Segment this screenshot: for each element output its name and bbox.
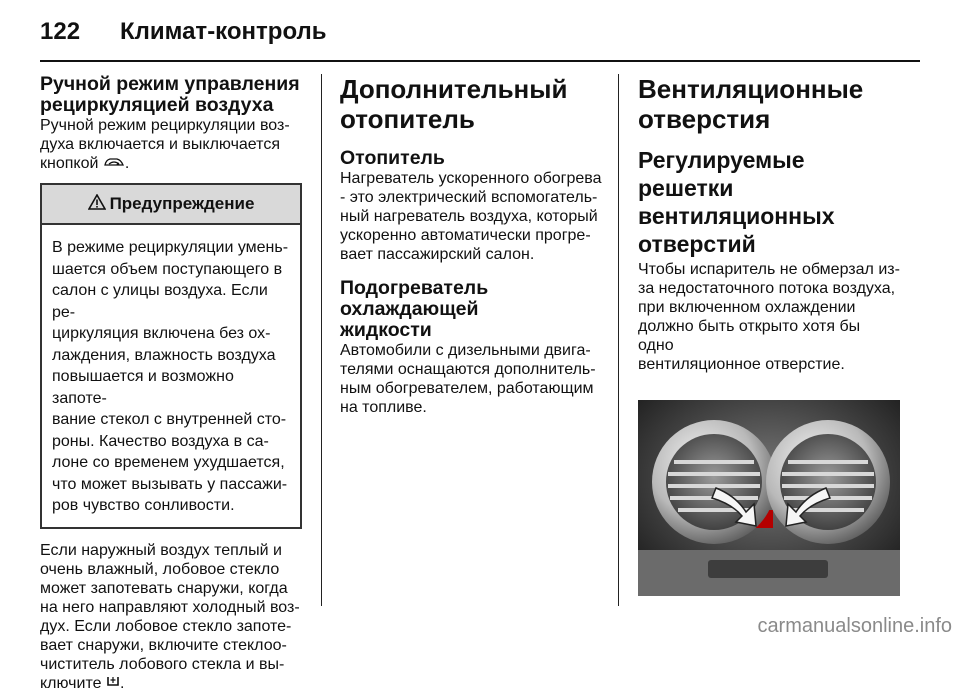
- vents-paragraph: Чтобы испаритель не обмерзал из- за недостаточного потока воздуха, при включенном охлаждении должно быть открыто хотя бы одно вентиляционное отверстие.: [638, 261, 900, 373]
- heater-subheading: Отопитель: [340, 147, 445, 169]
- vents-photo: [638, 400, 900, 596]
- warning-header: [42, 185, 300, 225]
- ac-snowflake-icon: [106, 674, 120, 693]
- recirculation-car-icon: [103, 154, 125, 173]
- coolant-heater-subheading: Подогреватель охлаждающей жидкости: [340, 277, 489, 341]
- warning-text: В режиме рециркуляции умень- шается объем поступающего в салон с улицы воздуха. Если ре- циркуляция включена без ох- лаждения, влажность воздуха повышается и возможно запоте- вание стекол с внутренней сто- роны. Качество воздуха в са- лоне со временем ухудшается, что может вызывать у пассажи- ров чувство сонливости.: [52, 239, 289, 515]
- column-middle: [340, 74, 602, 417]
- warning-box: [40, 183, 302, 529]
- warning-triangle-icon: [88, 194, 106, 215]
- section-title: Климат-контроль: [120, 18, 327, 45]
- page-number: 122: [40, 18, 81, 45]
- vents-heading: Вентиляционные отверстия: [638, 74, 864, 134]
- aux-heater-heading: Дополнительный отопитель: [340, 74, 568, 134]
- recirculation-intro: Ручной режим рециркуляции воз- духа включается и выключается кнопкой .: [40, 117, 290, 172]
- column-right: [638, 74, 900, 596]
- warning-title: Предупреждение: [109, 194, 255, 214]
- coolant-heater-paragraph: Автомобили с дизельными двига- телями оснащаются дополнитель- ным обогревателем, работающим на топливе.: [340, 342, 596, 416]
- column-left: [40, 74, 302, 693]
- header-rule: [40, 60, 920, 62]
- column-divider-2: [618, 74, 619, 606]
- watermark: carmanualsonline.info: [757, 615, 952, 637]
- recirculation-heading: Ручной режим управления рециркуляцией воздуха: [40, 73, 300, 116]
- column-divider-1: [321, 74, 322, 606]
- heater-paragraph: Нагреватель ускоренного обогрева - это электрический вспомогатель- ный нагреватель воздуха, который ускоренно автоматически прогре- вает пассажирский салон.: [340, 170, 602, 263]
- fogging-paragraph: Если наружный воздух теплый и очень влажный, лобовое стекло может запотевать снаружи, когда на него направляют холодный воз- дух. Если лобовое стекло запоте- вает снаружи, включите стеклоо- чиститель лобового стекла и вы- ключите .: [40, 541, 300, 692]
- adjustable-vents-subheading: Регулируемые решетки вентиляционных отверстий: [638, 147, 835, 257]
- page-header: [40, 18, 920, 58]
